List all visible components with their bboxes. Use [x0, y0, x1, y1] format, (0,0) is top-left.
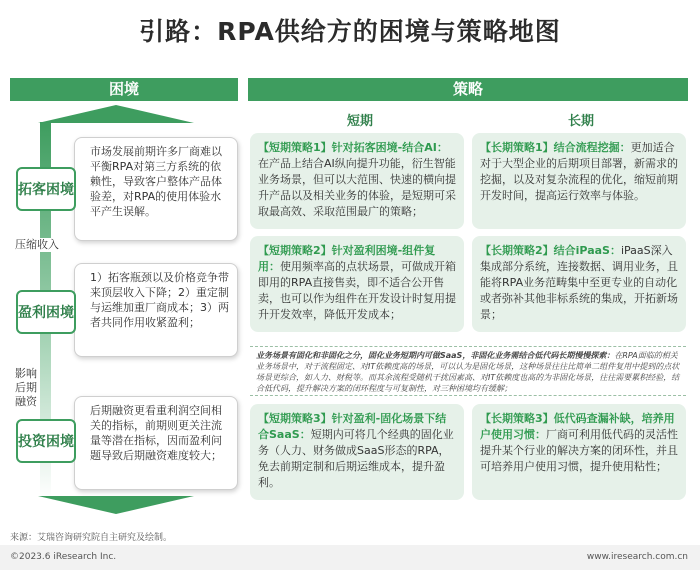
scenario-note: [250, 346, 686, 396]
long-strategy-3-body: 厂商可利用低代码的灵活性提升某个行业的解决方案的闭环性，并且可培养用户使用习惯，提升使用粘性；: [480, 428, 678, 473]
dilemma-investment: 投资困境: [16, 419, 76, 463]
dilemma-desc-1: 市场发展前期许多厂商难以平衡RPA对第三方系统的依赖性，导致客户整体产品体验差，对RPA的使用体验水平产生误解。: [74, 137, 238, 241]
short-strategy-1-body: 在产品上结合AI纵向提升功能，衍生智能业务场景，但可以大范围、快速的横向提升产品以及相关业务的体验，是短期可采取最高效、采取范围最广的策略；: [258, 157, 456, 218]
short-strategy-2-body: 使用频率高的点状场景，可做成开箱即用的RPA直接售卖，即不适合公开售卖，也可以作为组件在开发设计时复用提升开发效率，降低开发成本；: [258, 260, 456, 321]
flow-bottom-arrow: [38, 496, 194, 514]
long-strategy-2-head: 【长期策略2】结合iPaaS：: [480, 244, 621, 257]
short-strategy-1-head: 【短期策略1】针对拓客困境-结合AI：: [258, 141, 448, 154]
long-strategy-3: [472, 404, 686, 500]
short-strategy-1: [250, 133, 464, 229]
long-strategy-1: [472, 133, 686, 229]
short-strategy-3: [250, 404, 464, 500]
long-strategy-1-head: 【长期策略1】结合流程挖掘：: [480, 141, 631, 154]
page-title: 引路：RPA供给方的困境与策略地图: [139, 17, 561, 46]
dilemma-acquisition: 拓客困境: [16, 167, 76, 211]
long-strategy-2-body: iPaaS深入集成部分系统，连接数据、调用业务，且能将RPA业务范畴集中至更专业的自动化或者弥补其他非标系统的集成，开拓新场景；: [480, 244, 678, 321]
short-strategy-2: [250, 236, 464, 332]
short-strategy-3-head: 【短期策略3】针对盈利-固化场景下结合SaaS：: [258, 412, 447, 441]
footer: [0, 545, 700, 570]
transition-label-2: 影响后期融资: [12, 367, 40, 409]
dilemma-profit: 盈利困境: [16, 290, 76, 334]
long-strategy-1-body: 更加适合对于大型企业的后期项目部署，新需求的挖掘，以及对复杂流程的优化，缩短前期开发时间，提高运行效率与体验。: [480, 141, 678, 202]
strategy-header: 策略: [248, 78, 688, 100]
long-strategy-3-head: 【长期策略3】低代码查漏补缺，培养用户使用习惯：: [480, 412, 675, 441]
long-strategy-2: [472, 236, 686, 332]
short-strategy-3-body: 短期内可将几个经典的固化业务（人力、财务做成SaaS形态的RPA，免去前期定制和后期运维成本，提升盈利。: [258, 428, 454, 489]
source-note: 来源：艾瑞咨询研究院自主研究及绘制。: [10, 533, 173, 543]
dilemma-header-line: [10, 100, 238, 101]
dilemma-desc-3: 后期融资更看重利润空间相关的指标，前期则更关注流量等潜在指标，因而盈利问题导致后期融资难度较大；: [74, 396, 238, 490]
transition-label-1: 压缩收入: [10, 238, 64, 252]
scenario-note-text: 在RPA面临的相关业务场景中，对于流程固定、对IT依赖度高的场景，可以认为是固化场景，这种场景往往比简单二组件复用中提到的点状场景更综合，如人力、财税等。而其余流程受随机干扰因素高、对IT依赖度也高的为非固化场景，往往需要累积经验，结合低代码，提升解决方案的闭环程度与可复制性，对三种困境均有缓解；: [256, 351, 680, 393]
dilemma-header: 困境: [10, 78, 238, 100]
column-long-term: 长期: [568, 114, 595, 129]
short-strategy-2-head: 【短期策略2】针对盈利困境-组件复用：: [258, 244, 436, 273]
dilemma-desc-2: 1）拓客瓶颈以及价格竞争带来顶层收入下降；2）重定制与运维加重厂商成本；3）两者共同作用收紧盈利；: [74, 263, 238, 357]
scenario-note-bold: 业务场景有固化和非固化之分，固化业务短期内可做SaaS，非固化业务需结合低代码长期慢慢探索：: [256, 351, 615, 360]
column-short-term: 短期: [347, 114, 374, 129]
footer-website[interactable]: www.iresearch.com.cn: [586, 552, 688, 562]
flow-top-arrow: [38, 105, 194, 123]
strategy-header-line: [248, 100, 688, 101]
footer-copyright: ©2023.6 iResearch Inc.: [10, 552, 117, 562]
